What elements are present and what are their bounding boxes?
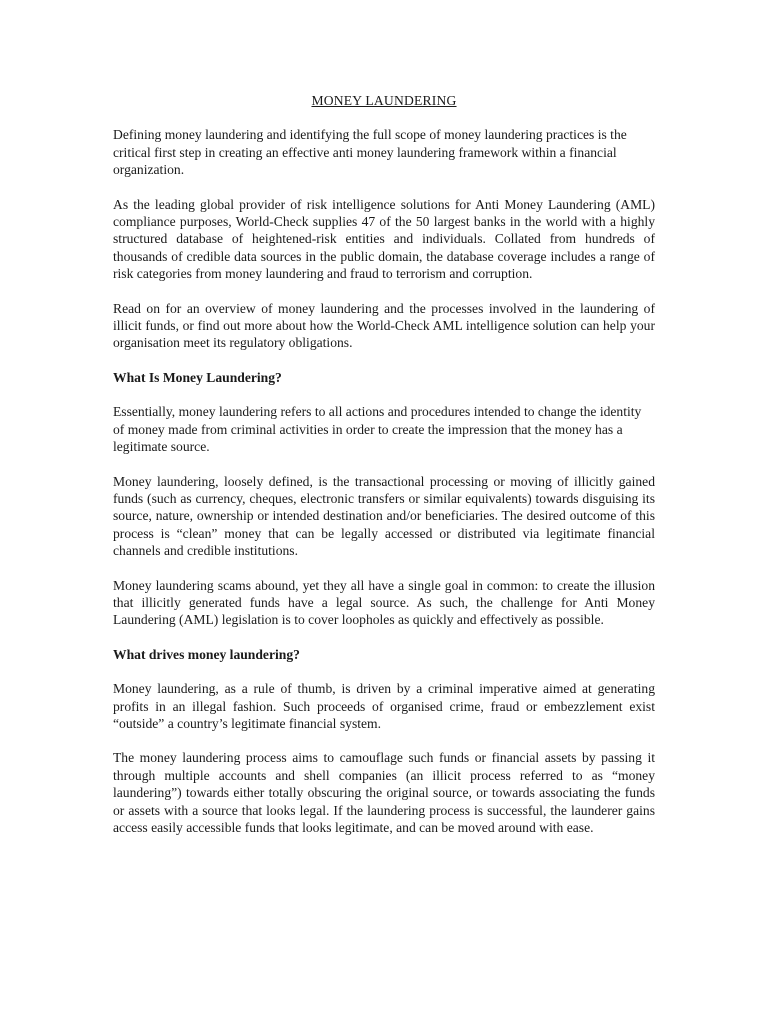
- section-1-paragraph-1: Essentially, money laundering refers to all actions and procedures intended to change the identity of money made from criminal activities in order to create the impression that the money has a legitimate source.: [113, 404, 642, 455]
- section-2-paragraph-1: Money laundering, as a rule of thumb, is driven by a criminal imperative aimed at generating profits in an illegal fashion. Such proceeds of organised crime, fraud or embezzlement exist “outside” a country’s legitimate financial system.: [113, 681, 655, 731]
- section-1-paragraph-2: Money laundering, loosely defined, is the transactional processing or moving of illicitly gained funds (such as currency, cheques, electronic transfers or similar equivalents) towards disguising its source, nature, ownership or intended destination and/or beneficiaries. The desired outcome of this process is “clean” money that can be legally accessed or distributed via legitimate financial channels and credible institutions.: [113, 473, 655, 559]
- document-title: MONEY LAUNDERING: [311, 93, 457, 108]
- intro-paragraph-1: Defining money laundering and identifying the full scope of money laundering practices is the critical first step in creating an effective anti money laundering framework within a financial organization.: [113, 127, 627, 178]
- section-2-paragraph-2: The money laundering process aims to camouflage such funds or financial assets by passing it through multiple accounts and shell companies (an illicit process referred to as “money laundering”) towards either totally obscuring the original source, or towards associating the funds or assets with a source that looks legal. If the laundering process is successful, the launderer gains access easily accessible funds that looks legitimate, and can be moved around with ease.: [113, 750, 655, 835]
- intro-paragraph-2: As the leading global provider of risk intelligence solutions for Anti Money Laundering (AML) compliance purposes, World-Check supplies 47 of the 50 largest banks in the world with a highly structured database of heightened-risk entities and individuals. Collated from hundreds of thousands of credible data sources in the public domain, the database coverage includes a range of risk categories from money laundering and fraud to terrorism and corruption.: [113, 196, 655, 282]
- intro-paragraph-3: Read on for an overview of money laundering and the processes involved in the laundering of illicit funds, or find out more about how the World-Check AML intelligence solution can help your organisation meet its regulatory obligations.: [113, 300, 655, 351]
- section-heading-what-drives-money-laundering: What drives money laundering?: [113, 646, 300, 662]
- document-body: [113, 92, 655, 853]
- section-heading-what-is-money-laundering: What Is Money Laundering?: [113, 369, 282, 385]
- section-1-paragraph-3: Money laundering scams abound, yet they all have a single goal in common: to create the illusion that illicitly generated funds have a legal source. As such, the challenge for Anti Money Laundering (AML) legislation is to cover loopholes as quickly and effectively as possible.: [113, 577, 655, 628]
